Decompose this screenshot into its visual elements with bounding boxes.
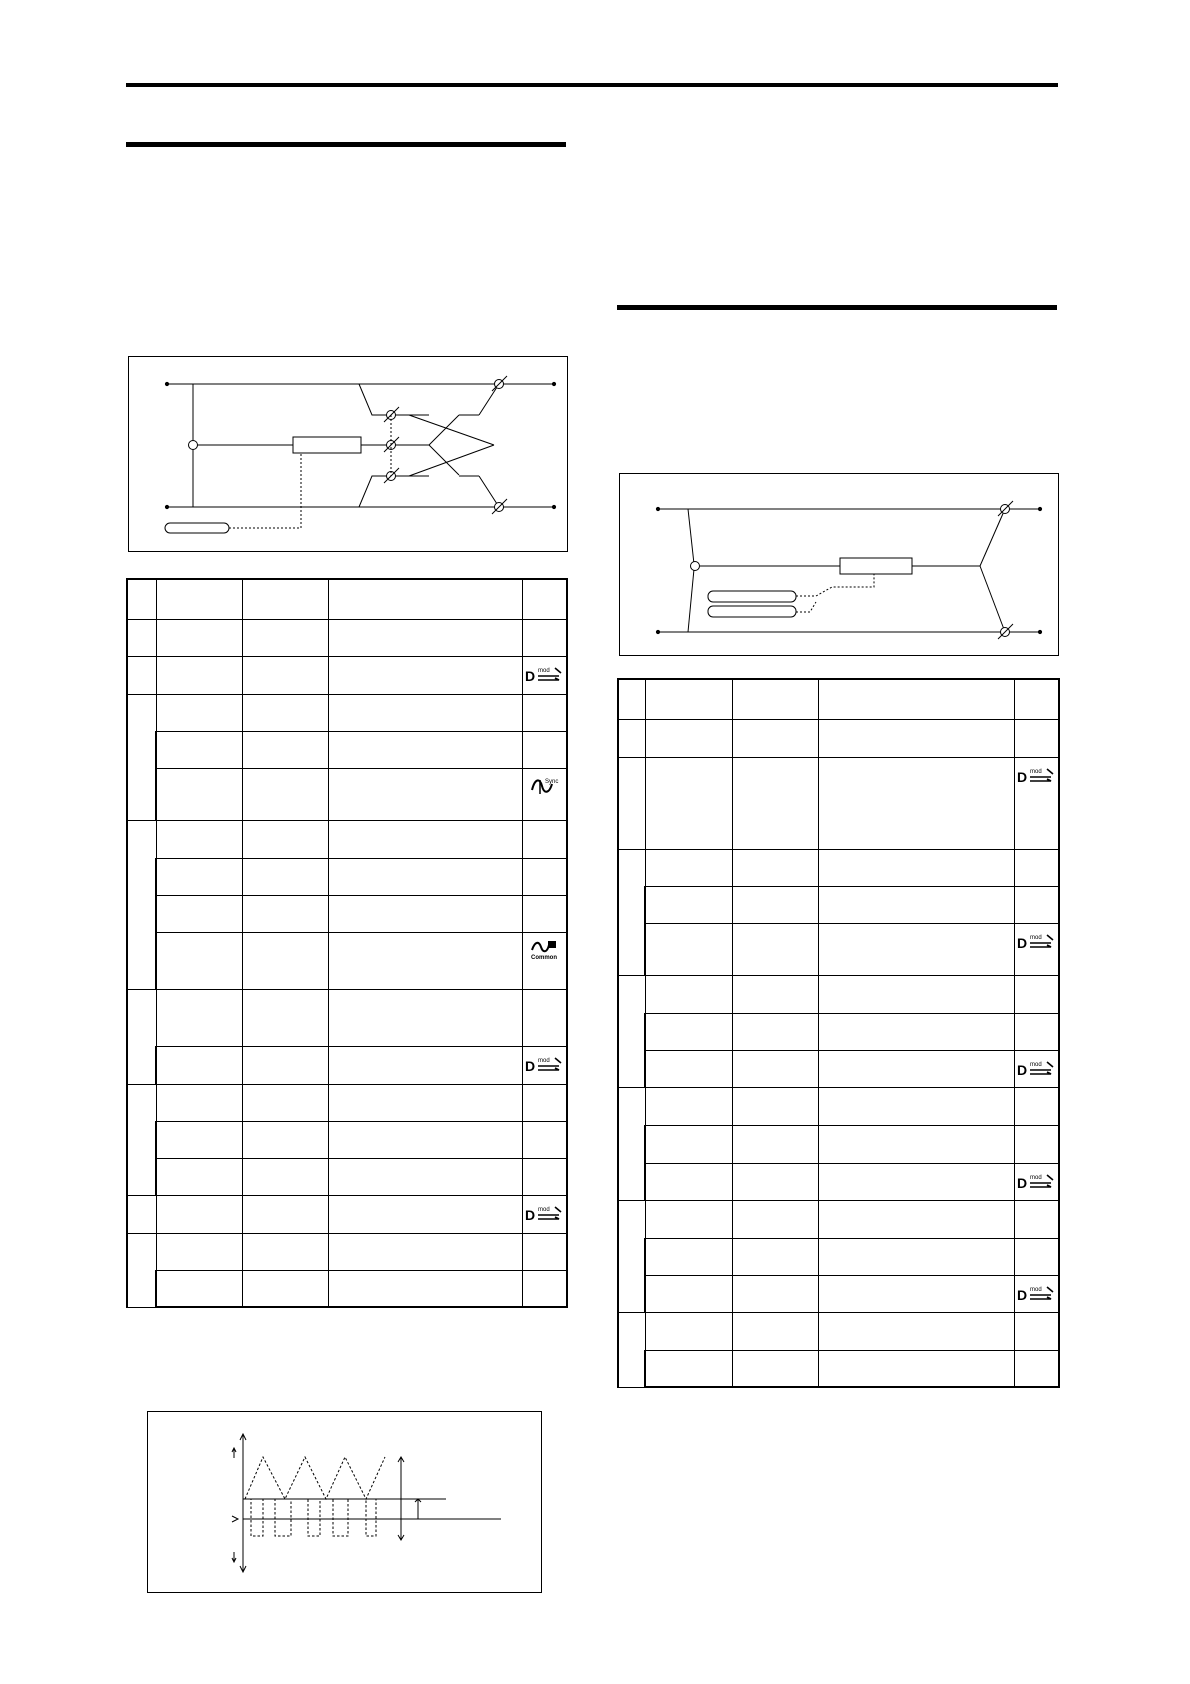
svg-text:Common: Common bbox=[531, 954, 558, 961]
left-table-param-cell bbox=[156, 1046, 242, 1084]
right-table-desc-cell bbox=[818, 1050, 1014, 1087]
left-table-range-cell bbox=[242, 858, 328, 895]
svg-text:D: D bbox=[525, 667, 536, 683]
left-table-row bbox=[127, 895, 567, 932]
left-table-row bbox=[127, 1084, 567, 1121]
right-table-group-cell bbox=[618, 757, 645, 849]
right-table-icon-cell bbox=[1014, 849, 1059, 886]
left-table-desc-cell bbox=[328, 694, 522, 731]
right-table-param-cell bbox=[645, 886, 732, 923]
right-table-header-cell bbox=[645, 679, 732, 719]
right-table-param-cell bbox=[645, 849, 732, 886]
right-table-param-cell bbox=[645, 757, 732, 849]
right-table-row bbox=[618, 1238, 1059, 1275]
left-table-range-cell bbox=[242, 820, 328, 858]
left-table-param-cell bbox=[156, 768, 242, 820]
svg-text:mod: mod bbox=[538, 667, 550, 674]
bpm-sync-icon bbox=[523, 773, 567, 799]
left-table-row bbox=[127, 1270, 567, 1307]
left-table-header-cell bbox=[242, 579, 328, 619]
right-table-row bbox=[618, 1200, 1059, 1238]
left-table-desc-cell bbox=[328, 1121, 522, 1158]
right-parameter-table bbox=[617, 678, 1060, 1388]
svg-text:D: D bbox=[1017, 1174, 1028, 1190]
left-table-row bbox=[127, 1046, 567, 1084]
right-table-header-row bbox=[618, 679, 1059, 719]
left-table-icon-cell bbox=[522, 1195, 567, 1233]
left-table-param-cell bbox=[156, 1195, 242, 1233]
left-table-param-cell bbox=[156, 619, 242, 656]
left-table-desc-cell bbox=[328, 1084, 522, 1121]
right-table-param-cell bbox=[645, 1350, 732, 1387]
left-table-desc-cell bbox=[328, 656, 522, 694]
svg-text:D: D bbox=[1017, 934, 1028, 950]
right-table-row bbox=[618, 757, 1059, 849]
right-table-param-cell bbox=[645, 1087, 732, 1125]
right-table-desc-cell bbox=[818, 975, 1014, 1013]
left-table-icon-cell bbox=[522, 1084, 567, 1121]
right-table-icon-cell bbox=[1014, 1163, 1059, 1200]
right-table-icon-cell bbox=[1014, 886, 1059, 923]
left-table-range-cell bbox=[242, 1270, 328, 1307]
left-table-group-cell bbox=[127, 1084, 156, 1195]
left-table-param-cell bbox=[156, 1233, 242, 1270]
left-table-row bbox=[127, 1233, 567, 1270]
left-table-range-cell bbox=[242, 932, 328, 989]
left-table-row bbox=[127, 694, 567, 731]
right-table-icon-cell bbox=[1014, 719, 1059, 757]
left-table-group-cell bbox=[127, 656, 156, 694]
right-table-group-cell bbox=[618, 1200, 645, 1312]
right-table-desc-cell bbox=[818, 1312, 1014, 1350]
right-table-desc-cell bbox=[818, 849, 1014, 886]
left-table-range-cell bbox=[242, 1121, 328, 1158]
svg-text:D: D bbox=[1017, 768, 1028, 784]
right-table-range-cell bbox=[732, 1238, 818, 1275]
svg-text:mod: mod bbox=[1030, 934, 1042, 941]
svg-text:D: D bbox=[1017, 1061, 1028, 1077]
left-table-icon-cell bbox=[522, 1270, 567, 1307]
left-table-desc-cell bbox=[328, 932, 522, 989]
right-table-row bbox=[618, 719, 1059, 757]
left-table-range-cell bbox=[242, 619, 328, 656]
right-table-range-cell bbox=[732, 886, 818, 923]
left-table-row bbox=[127, 731, 567, 768]
right-table-desc-cell bbox=[818, 923, 1014, 975]
left-table-range-cell bbox=[242, 694, 328, 731]
left-table-desc-cell bbox=[328, 1195, 522, 1233]
left-table-param-cell bbox=[156, 731, 242, 768]
right-table-range-cell bbox=[732, 1275, 818, 1312]
left-table-param-cell bbox=[156, 1270, 242, 1307]
right-table-desc-cell bbox=[818, 757, 1014, 849]
right-table-icon-cell bbox=[1014, 975, 1059, 1013]
right-table-row bbox=[618, 1087, 1059, 1125]
right-table-row bbox=[618, 886, 1059, 923]
right-table-range-cell bbox=[732, 1125, 818, 1163]
right-table-desc-cell bbox=[818, 1125, 1014, 1163]
right-table-header-cell bbox=[732, 679, 818, 719]
left-table-desc-cell bbox=[328, 619, 522, 656]
left-table-row bbox=[127, 858, 567, 895]
left-table-range-cell bbox=[242, 895, 328, 932]
left-table-range-cell bbox=[242, 989, 328, 1046]
svg-text:D: D bbox=[525, 1206, 536, 1222]
right-table-icon-cell bbox=[1014, 1350, 1059, 1387]
right-table-row bbox=[618, 1013, 1059, 1050]
right-table-desc-cell bbox=[818, 1013, 1014, 1050]
right-table-param-cell bbox=[645, 975, 732, 1013]
left-table-range-cell bbox=[242, 1233, 328, 1270]
left-table-header-cell bbox=[156, 579, 242, 619]
left-table-icon-cell bbox=[522, 1121, 567, 1158]
left-table-header-cell bbox=[328, 579, 522, 619]
right-table-icon-cell bbox=[1014, 1312, 1059, 1350]
right-table-range-cell bbox=[732, 923, 818, 975]
left-table-row bbox=[127, 989, 567, 1046]
left-table-group-cell bbox=[127, 694, 156, 820]
right-table-group-cell bbox=[618, 1312, 645, 1387]
svg-text:mod: mod bbox=[538, 1206, 550, 1213]
right-table-row bbox=[618, 1275, 1059, 1312]
right-table-icon-cell bbox=[1014, 1013, 1059, 1050]
waveform-diagram bbox=[147, 1411, 542, 1593]
right-table-icon-cell bbox=[1014, 1238, 1059, 1275]
right-table-range-cell bbox=[732, 1312, 818, 1350]
left-table-param-cell bbox=[156, 932, 242, 989]
svg-text:Sync: Sync bbox=[545, 778, 559, 785]
right-diagram-lines bbox=[620, 474, 1058, 655]
right-table-param-cell bbox=[645, 1312, 732, 1350]
left-table-row bbox=[127, 1195, 567, 1233]
left-table-group-cell bbox=[127, 1195, 156, 1233]
right-table-range-cell bbox=[732, 1087, 818, 1125]
right-table-param-cell bbox=[645, 923, 732, 975]
left-parameter-table bbox=[126, 578, 568, 1308]
dmod-icon bbox=[1015, 928, 1059, 954]
right-table-icon-cell bbox=[1014, 1125, 1059, 1163]
left-table-desc-cell bbox=[328, 1046, 522, 1084]
right-table-icon-cell bbox=[1014, 923, 1059, 975]
right-table-param-cell bbox=[645, 1163, 732, 1200]
left-table-param-cell bbox=[156, 989, 242, 1046]
left-table-icon-cell bbox=[522, 820, 567, 858]
left-table-row bbox=[127, 932, 567, 989]
left-table-row bbox=[127, 656, 567, 694]
left-table-param-cell bbox=[156, 895, 242, 932]
right-table-range-cell bbox=[732, 1350, 818, 1387]
left-table-row bbox=[127, 820, 567, 858]
svg-text:D: D bbox=[525, 1057, 536, 1073]
right-table-row bbox=[618, 1312, 1059, 1350]
left-table-desc-cell bbox=[328, 731, 522, 768]
right-table-row bbox=[618, 923, 1059, 975]
dmod-icon bbox=[1015, 762, 1059, 788]
left-table-param-cell bbox=[156, 1158, 242, 1195]
right-table-range-cell bbox=[732, 975, 818, 1013]
left-table-range-cell bbox=[242, 731, 328, 768]
page-header-rule bbox=[126, 83, 1058, 87]
right-table-icon-cell bbox=[1014, 757, 1059, 849]
right-table-desc-cell bbox=[818, 886, 1014, 923]
dmod-icon bbox=[523, 1051, 567, 1077]
left-table-row bbox=[127, 1158, 567, 1195]
left-table-header-cell bbox=[127, 579, 156, 619]
right-table-group-cell bbox=[618, 1087, 645, 1200]
left-table-group-cell bbox=[127, 989, 156, 1084]
left-table-icon-cell bbox=[522, 694, 567, 731]
waveform-lines bbox=[148, 1412, 541, 1592]
left-table-range-cell bbox=[242, 1158, 328, 1195]
right-table-header-cell bbox=[618, 679, 645, 719]
right-table-param-cell bbox=[645, 1200, 732, 1238]
left-table-desc-cell bbox=[328, 989, 522, 1046]
left-table-range-cell bbox=[242, 768, 328, 820]
right-table-param-cell bbox=[645, 1050, 732, 1087]
right-table-desc-cell bbox=[818, 719, 1014, 757]
left-table-icon-cell bbox=[522, 1233, 567, 1270]
left-table-range-cell bbox=[242, 1046, 328, 1084]
right-table-row bbox=[618, 1125, 1059, 1163]
left-table-icon-cell bbox=[522, 619, 567, 656]
right-table-range-cell bbox=[732, 1200, 818, 1238]
left-table-row bbox=[127, 1121, 567, 1158]
right-table-row bbox=[618, 1163, 1059, 1200]
right-block-diagram bbox=[619, 473, 1059, 656]
right-table-desc-cell bbox=[818, 1238, 1014, 1275]
right-table-desc-cell bbox=[818, 1163, 1014, 1200]
svg-text:mod: mod bbox=[1030, 768, 1042, 775]
left-table-group-cell bbox=[127, 1233, 156, 1307]
left-table-header-cell bbox=[522, 579, 567, 619]
left-table-range-cell bbox=[242, 1195, 328, 1233]
right-table-range-cell bbox=[732, 1163, 818, 1200]
right-table-row bbox=[618, 849, 1059, 886]
right-table-desc-cell bbox=[818, 1350, 1014, 1387]
left-table-row bbox=[127, 619, 567, 656]
left-table-icon-cell bbox=[522, 768, 567, 820]
right-table-group-cell bbox=[618, 719, 645, 757]
left-diagram-lines bbox=[129, 357, 567, 551]
left-table-icon-cell bbox=[522, 895, 567, 932]
right-table-header-cell bbox=[1014, 679, 1059, 719]
dmod-icon bbox=[1015, 1280, 1059, 1306]
left-table-range-cell bbox=[242, 1084, 328, 1121]
left-table-header-row bbox=[127, 579, 567, 619]
left-table-desc-cell bbox=[328, 820, 522, 858]
right-section-rule bbox=[617, 305, 1057, 310]
right-table-param-cell bbox=[645, 1275, 732, 1312]
dmod-icon bbox=[523, 661, 567, 687]
left-table-icon-cell bbox=[522, 932, 567, 989]
common-lfo-icon bbox=[523, 937, 567, 963]
right-table-desc-cell bbox=[818, 1275, 1014, 1312]
left-table-icon-cell bbox=[522, 656, 567, 694]
right-table-row bbox=[618, 1350, 1059, 1387]
right-table-range-cell bbox=[732, 757, 818, 849]
left-table-icon-cell bbox=[522, 1158, 567, 1195]
left-table-desc-cell bbox=[328, 858, 522, 895]
right-table-range-cell bbox=[732, 1013, 818, 1050]
left-table-param-cell bbox=[156, 858, 242, 895]
right-table-row bbox=[618, 1050, 1059, 1087]
right-table-range-cell bbox=[732, 719, 818, 757]
left-table-icon-cell bbox=[522, 858, 567, 895]
left-block-diagram bbox=[128, 356, 568, 552]
svg-text:mod: mod bbox=[1030, 1061, 1042, 1068]
right-table-param-cell bbox=[645, 1125, 732, 1163]
left-table-group-cell bbox=[127, 619, 156, 656]
left-table-param-cell bbox=[156, 656, 242, 694]
svg-text:mod: mod bbox=[1030, 1286, 1042, 1293]
right-table-group-cell bbox=[618, 849, 645, 975]
svg-text:mod: mod bbox=[538, 1057, 550, 1064]
right-table-icon-cell bbox=[1014, 1275, 1059, 1312]
right-table-row bbox=[618, 975, 1059, 1013]
left-table-row bbox=[127, 768, 567, 820]
right-table-icon-cell bbox=[1014, 1200, 1059, 1238]
left-table-desc-cell bbox=[328, 768, 522, 820]
left-table-icon-cell bbox=[522, 989, 567, 1046]
right-table-header-cell bbox=[818, 679, 1014, 719]
left-table-desc-cell bbox=[328, 1270, 522, 1307]
dmod-icon bbox=[1015, 1168, 1059, 1194]
left-table-icon-cell bbox=[522, 731, 567, 768]
left-table-icon-cell bbox=[522, 1046, 567, 1084]
right-table-group-cell bbox=[618, 975, 645, 1087]
left-table-desc-cell bbox=[328, 1158, 522, 1195]
right-table-param-cell bbox=[645, 1013, 732, 1050]
right-table-desc-cell bbox=[818, 1200, 1014, 1238]
right-table-desc-cell bbox=[818, 1087, 1014, 1125]
left-table-param-cell bbox=[156, 1084, 242, 1121]
right-table-param-cell bbox=[645, 719, 732, 757]
dmod-icon bbox=[1015, 1055, 1059, 1081]
right-table-range-cell bbox=[732, 1050, 818, 1087]
left-table-desc-cell bbox=[328, 1233, 522, 1270]
svg-text:D: D bbox=[1017, 1286, 1028, 1302]
left-table-param-cell bbox=[156, 694, 242, 731]
right-table-param-cell bbox=[645, 1238, 732, 1275]
left-table-group-cell bbox=[127, 820, 156, 989]
left-section-rule bbox=[126, 142, 566, 147]
dmod-icon bbox=[523, 1200, 567, 1226]
left-table-desc-cell bbox=[328, 895, 522, 932]
left-table-param-cell bbox=[156, 1121, 242, 1158]
svg-text:mod: mod bbox=[1030, 1174, 1042, 1181]
left-table-range-cell bbox=[242, 656, 328, 694]
right-table-icon-cell bbox=[1014, 1050, 1059, 1087]
right-table-range-cell bbox=[732, 849, 818, 886]
right-table-icon-cell bbox=[1014, 1087, 1059, 1125]
left-table-param-cell bbox=[156, 820, 242, 858]
